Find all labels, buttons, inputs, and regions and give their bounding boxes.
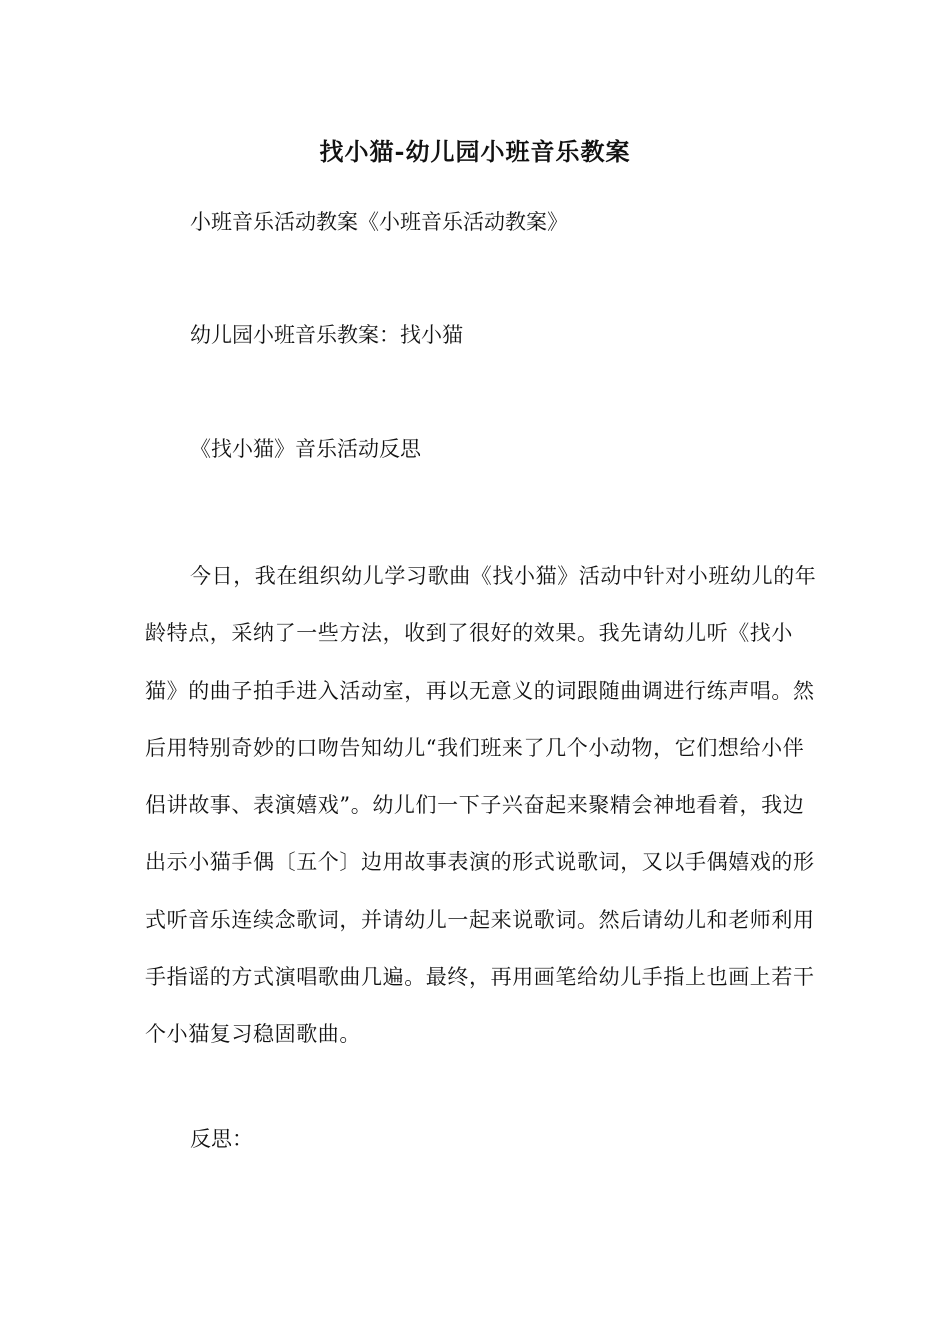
reflection-label: 反思： [190, 1127, 253, 1151]
reflection-heading: 《找小猫》音乐活动反思 [190, 437, 421, 461]
document-title: 找小猫-幼儿园小班音乐教案 [319, 137, 631, 166]
body-paragraph: 今日，我在组织幼儿学习歌曲《找小猫》活动中针对小班幼儿的年龄特点，采纳了一些方法，收到了很好的效果。我先请幼儿听《找小猫》的曲子拍手进入活动室，再以无意义的词跟随曲调进行练声唱。然后用特别奇妙的口吻告知幼儿“我们班来了几个小动物，它们想给小伴侣讲故事、表演嬉戏”。幼儿们一下子兴奋起来聚精会神地看着，我边出示小猫手偶〔五个〕边用故事表演的形式说歌词，又以手偶嬉戏的形式听音乐连续念歌词，并请幼儿一起来说歌词。然后请幼儿和老师利用手指谣的方式演唱歌曲几遍。最终，再用画笔给幼儿手指上也画上若干个小猫复习稳固歌曲。 [145, 564, 817, 1047]
subtitle-line: 小班音乐活动教案《小班音乐活动教案》 [190, 210, 568, 234]
lesson-heading: 幼儿园小班音乐教案：找小猫 [190, 323, 463, 347]
